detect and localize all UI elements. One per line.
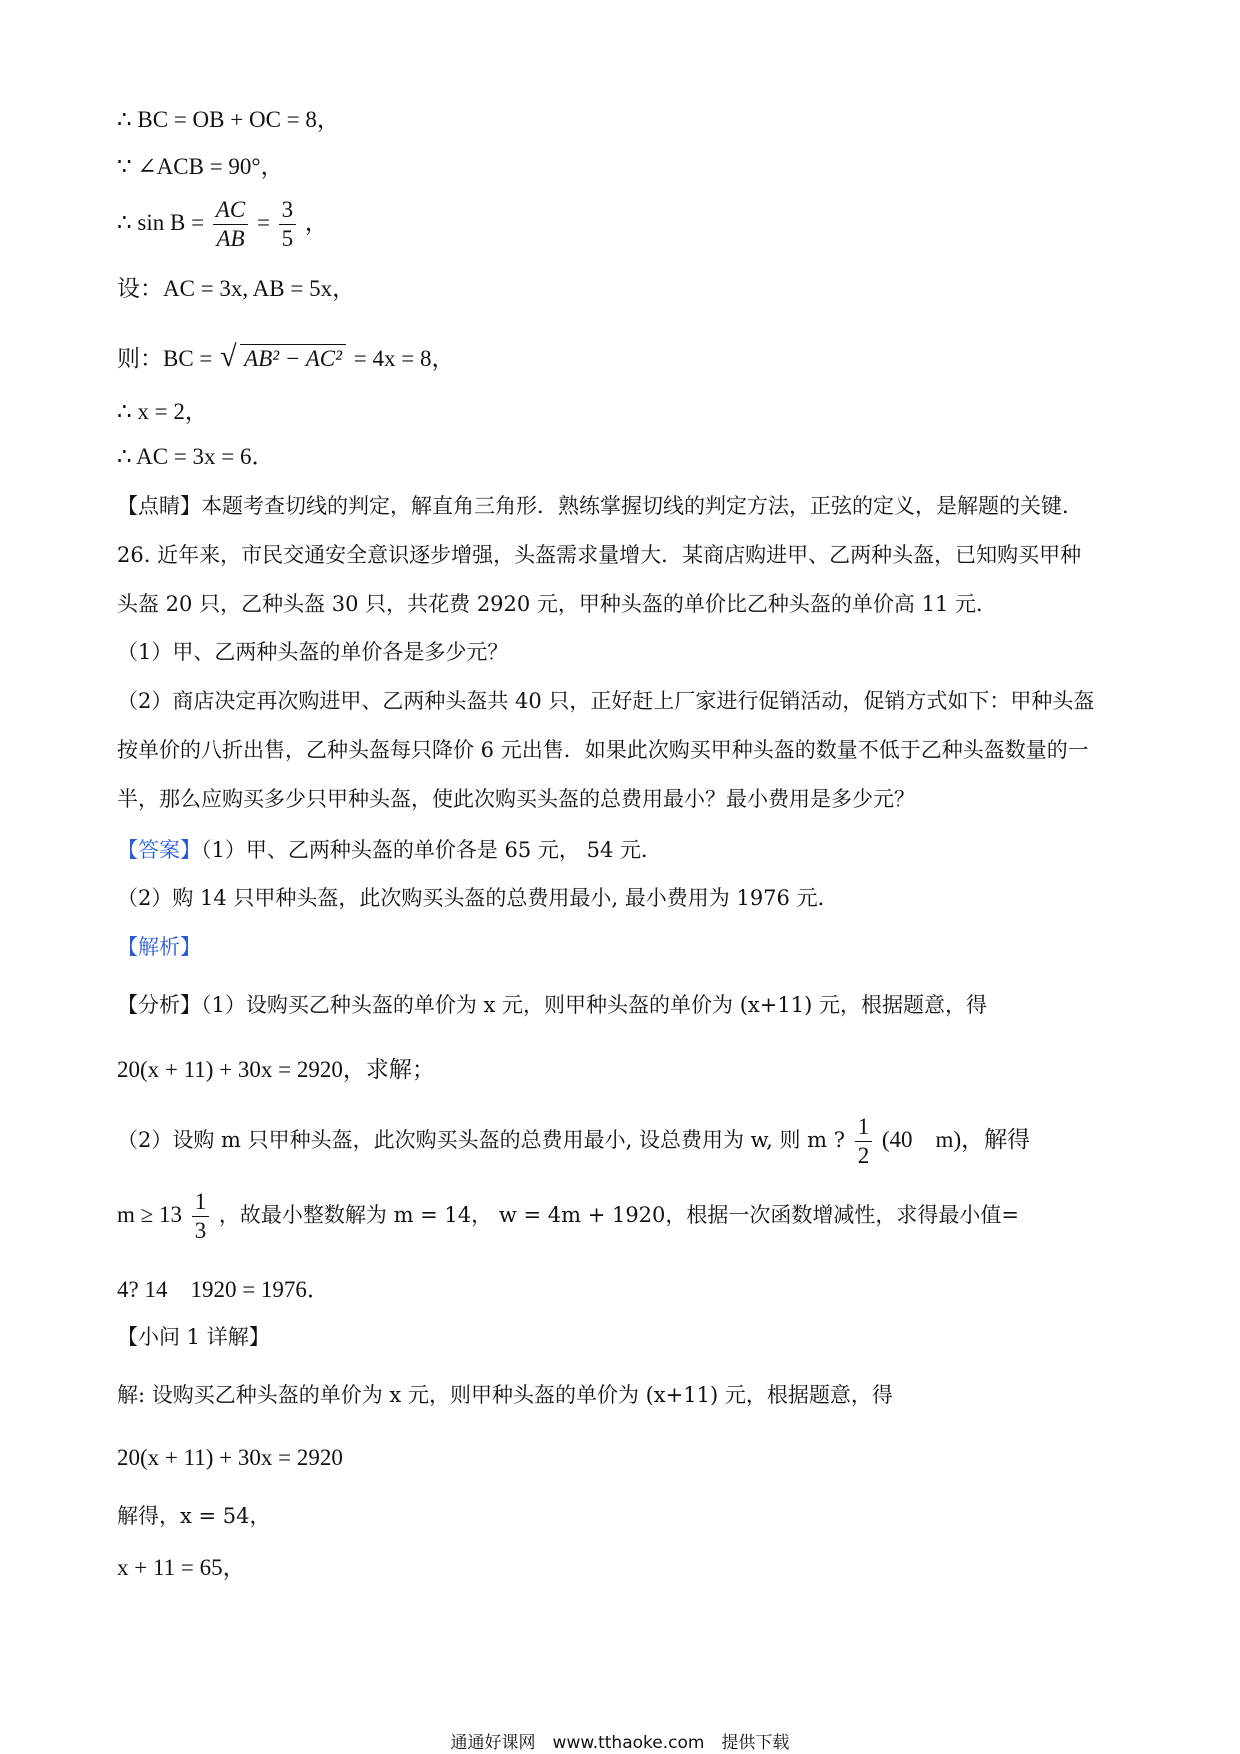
radicand: AB² − AC² xyxy=(240,344,346,370)
analysis-tag: 【解析】 xyxy=(117,935,201,959)
analysis-part-2 xyxy=(117,1115,1030,1168)
analysis-inequality xyxy=(117,1190,1019,1243)
fraction-denominator: 3 xyxy=(194,1218,207,1244)
page-footer: 通通好课网 www.tthaoke.com 提供下载 xyxy=(450,1733,790,1753)
inequality-suffix: ，故最小整数解为 m = 14， w = 4m + 1920，根据一次函数增减性，求得最小值= xyxy=(218,1203,1020,1228)
line-ac-equals-6: ∴ AC = 3x = 6． xyxy=(117,444,275,469)
fraction-numerator: AC xyxy=(213,198,248,225)
answer-tag: 【答案】 xyxy=(117,838,201,862)
analysis-equation-1: 20(x + 11) + 30x = 2920，求解； xyxy=(117,1057,435,1082)
bc-suffix: = 4x = 8， xyxy=(353,346,455,371)
fraction-one-half xyxy=(855,1115,873,1168)
fraction-denominator: 5 xyxy=(281,226,294,252)
answer-line-1 xyxy=(117,840,662,861)
fraction-denominator: 2 xyxy=(857,1143,870,1169)
fraction-one-third xyxy=(192,1190,210,1243)
analysis-part-1: 【分析】（1）设购买乙种头盔的单价为 x 元，则甲种头盔的单价为 (x+11) 元，根据题意，得 xyxy=(117,993,987,1017)
solution-equation: 20(x + 11) + 30x = 2920 xyxy=(117,1445,343,1470)
analysis-part-2-prefix: （2）设购 m 只甲种头盔，此次购买头盔的总费用最小, 设总费用为 w, 则 m ? xyxy=(117,1128,846,1153)
question-26-part-2-line-1: （2）商店决定再次购进甲、乙两种头盔共 40 只，正好赶上厂家进行促销活动，促销方式如下：甲种头盔 xyxy=(117,689,1095,713)
line-angle-acb: ∵ ∠ACB = 90°， xyxy=(117,154,284,179)
analysis-minimum-value: 4? 14 1920 = 1976． xyxy=(117,1277,330,1302)
sub-question-1-heading: 【小问 1 详解】 xyxy=(117,1325,270,1349)
fraction-numerator: 1 xyxy=(855,1115,873,1142)
question-26-part-2-line-2: 按单价的八折出售，乙种头盔每只降价 6 元出售．如果此次购买甲种头盔的数量不低于乙种头盔数量的一 xyxy=(117,738,1089,762)
solution-result-x: 解得，x = 54， xyxy=(117,1504,271,1528)
analysis-part-2-suffix: (40 m)，解得 xyxy=(881,1127,1031,1153)
question-26-line-1: 26. 近年来，市民交通安全意识逐步增强，头盔需求量增大．某商店购进甲、乙两种头盔，已知购买甲种 xyxy=(117,543,1082,567)
line-x-equals-2: ∴ x = 2， xyxy=(117,399,208,424)
question-26-part-1: （1）甲、乙两种头盔的单价各是多少元？ xyxy=(117,640,509,664)
answer-line-2: （2）购 14 只甲种头盔，此次购买头盔的总费用最小, 最小费用为 1976 元． xyxy=(117,886,839,910)
solution-line-1: 解: 设购买乙种头盔的单价为 x 元，则甲种头盔的单价为 (x+11) 元，根据题意，得 xyxy=(117,1383,893,1407)
question-26-line-2: 头盔 20 只，乙种头盔 30 只，共花费 2920 元，甲种头盔的单价比乙种头盔的单价高 11 元． xyxy=(117,592,998,616)
line-bc-sum: ∴ BC = OB + OC = 8， xyxy=(117,107,340,132)
fraction-numerator: 1 xyxy=(192,1190,210,1217)
sqrt-expression xyxy=(220,340,346,373)
answer-text-1: （1）甲、乙两种头盔的单价各是 65 元， 54 元． xyxy=(201,838,663,862)
line-sin-b xyxy=(117,198,328,251)
inequality-prefix: m ≥ 13 xyxy=(117,1202,183,1228)
line-bc-sqrt xyxy=(117,340,455,373)
fraction-ac-ab xyxy=(213,198,248,251)
sin-b-prefix: ∴ sin B = xyxy=(117,209,205,235)
radical-sign-icon: √ xyxy=(220,340,237,373)
comma: ， xyxy=(304,209,328,235)
comment-note: 【点睛】本题考查切线的判定，解直角三角形．熟练掌握切线的判定方法，正弦的定义，是解题的关键． xyxy=(117,494,1083,518)
line-let-ac-ab: 设：AC = 3x, AB = 5x， xyxy=(117,276,356,301)
question-26-part-2-line-3: 半，那么应购买多少只甲种头盔，使此次购买头盔的总费用最小？最小费用是多少元？ xyxy=(117,787,915,811)
equals-sign: = xyxy=(256,209,270,235)
fraction-numerator: 3 xyxy=(279,198,297,225)
fraction-three-fifths xyxy=(279,198,297,251)
bc-prefix: 则：BC = xyxy=(117,346,213,371)
fraction-denominator: AB xyxy=(216,226,245,252)
solution-result-x-plus-11: x + 11 = 65， xyxy=(117,1555,246,1580)
